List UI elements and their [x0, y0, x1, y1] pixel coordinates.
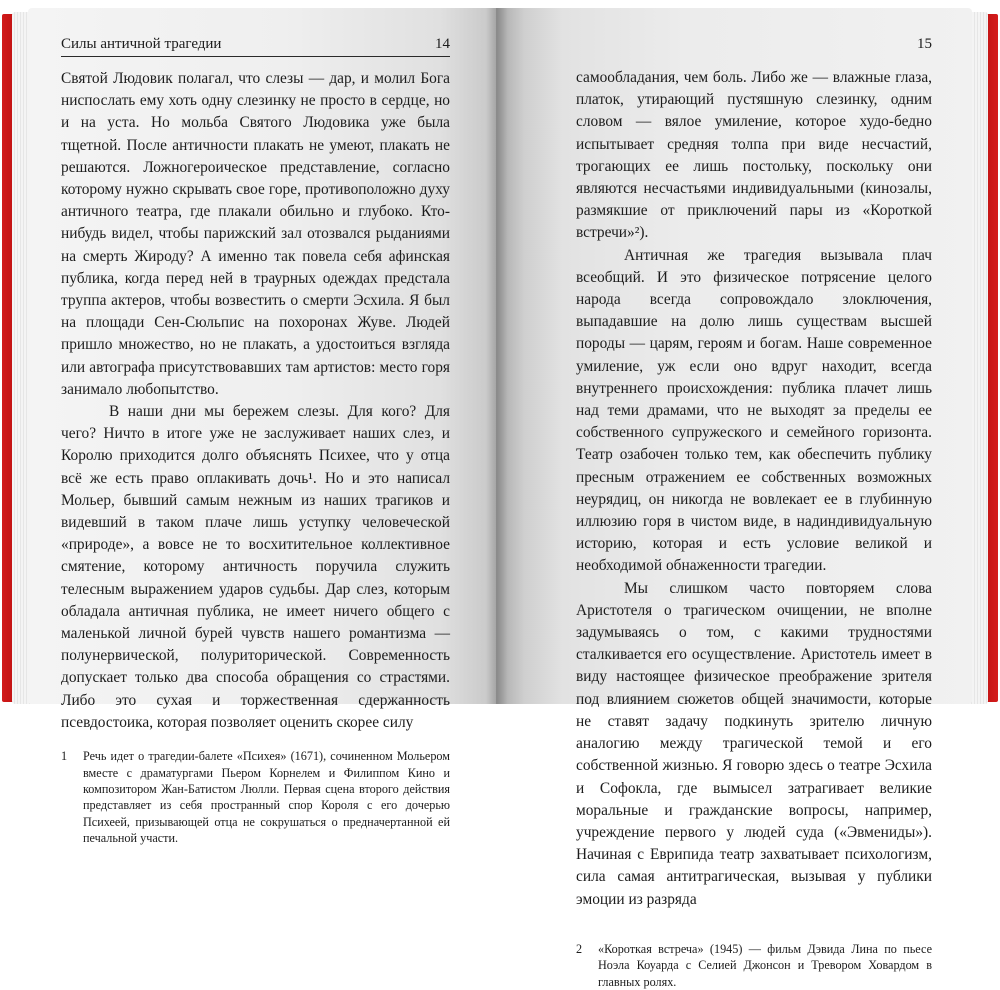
body-text — [61, 68, 450, 734]
paragraph: Святой Людовик полагал, что слезы — дар, и молил Бога ниспослать ему хоть одну слезинку не просто в сердце, но и на уста. Но мольба Святого Людовика уже была тщетной. После античности плакать не умеют, плакать не решаются. Ложногероическое представление, согласно которому нужно скрывать свое горе, противоположно духу античного театра, где плакали обильно и глубоко. Кто-нибудь видел, чтобы парижский зал отозвался рыданиями на смерть Жироду? А именно так повела себя афинская публика, когда перед ней в траурных одеждах предстала труппа актеров, чтобы возвестить о смерти Эсхила. Я был на площади Сен-Сюльпис на похоронах Жуве. Людей пришло множество, но не плакать, а удостоиться взгляда или автографа присутствовавших там артистов: место горя занимало любопытство. — [61, 70, 450, 398]
paragraph: самообладания, чем боль. Либо же — влажные глаза, платок, утирающий пустяшную слезинку, одним словом — вялое умиление, которое худо-бедно испытывает средняя толпа при виде несчастий, трогающих ее лишь постольку, поскольку они являются несчастьями индивидуальными (кинозалы, размякшие от приключений пары из «Короткой встречи»²). — [576, 69, 932, 242]
paragraph: Мы слишком часто повторяем слова Аристотеля о трагическом очищении, не вполне задумываясь о том, с какими трудностями сталкивается его осуществление. Аристотель имеет в виду настоящее физическое преображение зрителя под влиянием сюжетов общей значимости, которые не ставят задачу подкинуть зрителю личную аналогию между трагической темой и его собственной жизнью. Я говорю здесь о театре Эсхила и Софокла, где вымысел затрагивает великие моральные и гражданские вопросы, например, учреждение первого у людей суда («Эвмениды»). Начиная с Еврипида театр захватывает психологизм, сила самая антитрагическая, вызывая у публики эмоции из разряда — [576, 579, 932, 908]
running-head-title: Силы античной трагедии — [61, 36, 222, 52]
paragraph: В наши дни мы бережем слезы. Для кого? Для чего? Ничто в итоге уже не заслуживает наших слез, и Королю приходится долго объяснять Психее, что у отца всё же есть право оплакивать дочь¹. Но и это написал Мольер, бывший самым нежным из наших трагиков и видевший в таком плаче лишь уступку человеческой «природе», а вовсе не то восхитительное коллективное смятение, которому античность поручила служить телесным выражением ударов судьбы. Дар слез, которым обладала античная публика, не имеет ничего общего с маленькой личной бурей чувств нашего романтизма — полунервической, полуриторической. Современность допускает только два способа обращения со страстями. Либо это сухая и торжественная сдержанность псевдостоика, которая позволяет оценить скорее силу — [61, 403, 450, 731]
running-head — [61, 36, 450, 57]
page-number: 15 — [917, 36, 932, 52]
body-text — [576, 67, 932, 911]
page-number: 14 — [435, 36, 450, 52]
footnote-text: «Короткая встреча» (1945) — фильм Дэвида Лина по пьесе Ноэла Коуарда с Селией Джонсон и Тревором Ховардом в главных ролях. — [598, 941, 932, 989]
right-page — [496, 8, 972, 989]
footnote — [61, 748, 450, 846]
footnote-number: 2 — [576, 941, 583, 956]
footnote — [576, 941, 932, 990]
footnotes — [576, 941, 932, 990]
book-gutter-shadow — [486, 8, 508, 704]
paragraph: Античная же трагедия вызывала плач всеобщий. И это физическое потрясение целого народа всегда сопровождало злоключения, выпадавшие на долю лишь существам высшей породы — царям, героям и богам. Наше современное умиление, уж если оно вдруг находит, всегда внутреннего происхождения: публика плачет лишь над теми драмами, что не выходят за пределы ее собственного супружеского и семейного горизонта. Театр озабочен только тем, как обеспечить публику пресным отражением ее собственных возможных неурядиц, он никогда не вовлекает ее в глубинную иллюзию горя в чистом виде, в надиндивидуальную историю, которая и есть условие великой и необходимой обнаженности трагедии. — [576, 246, 932, 575]
running-head — [576, 36, 932, 56]
footnote-text: Речь идет о трагедии-балете «Психея» (1671), сочиненном Мольером вместе с драматургами Пьером Корнелем и Филиппом Кино и композитором Жан-Батистом Люлли. Первая сцена второго действия представляет из себя пространный спор Короля с его дочерью Психеей, призывающей отца не сокрушаться о предначертанной ей печальной участи. — [83, 749, 450, 846]
left-page — [28, 8, 496, 846]
footnotes — [61, 748, 450, 846]
footnote-number: 1 — [61, 749, 68, 764]
